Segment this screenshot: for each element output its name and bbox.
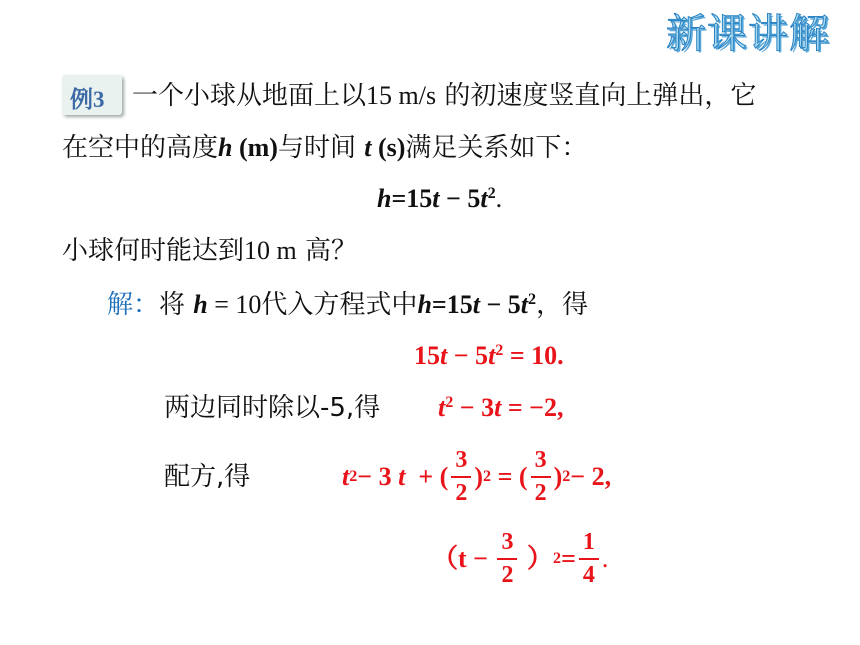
example-badge-label: 例3 bbox=[70, 87, 105, 112]
fraction-three-halves-2: $\frac{3}{2}$ bbox=[531, 447, 551, 507]
solution-label: 解： bbox=[107, 290, 160, 320]
step-3-label: 配方,得 bbox=[164, 462, 251, 492]
fraction-three-halves-1: $\frac{3}{2}$ bbox=[451, 447, 471, 507]
fraction-three-halves-3: $\frac{3}{2}$ bbox=[497, 529, 517, 589]
fraction-one-quarter: $\frac{1}{4}$ bbox=[579, 529, 599, 589]
problem-line-1: 一个小球从地面上以15 m/s 的初速度竖直向上弹出，它 bbox=[132, 81, 757, 111]
equation-3: t 2 − 3 t + ( $\frac{3}{2}$ ) 2 = ( $\frac{3}{2}$ ) 2 − 2, bbox=[342, 447, 612, 506]
problem-line-2: 在空中的高度h (m)与时间 t (s)满足关系如下： bbox=[62, 133, 588, 163]
section-header-title: 新课讲解 bbox=[666, 11, 830, 57]
equation-1: $15t - 5t^2 = 10$. bbox=[414, 341, 564, 370]
height-formula: $h=15t - 5t^2$. bbox=[377, 184, 503, 213]
equation-2: $t^2 - 3t = -2$, bbox=[438, 393, 564, 422]
solution-line-1: 解：将 h = 10代入方程式中$h=15t - 5t^2$，得 bbox=[107, 290, 589, 320]
step-2-label: 两边同时除以-5,得 bbox=[164, 393, 381, 423]
equation-4: （t − $\frac{3}{2}$ ） 2 = $\frac{1}{4}$ . bbox=[432, 529, 609, 588]
problem-question: 小球何时能达到10 m 高？ bbox=[62, 236, 358, 266]
